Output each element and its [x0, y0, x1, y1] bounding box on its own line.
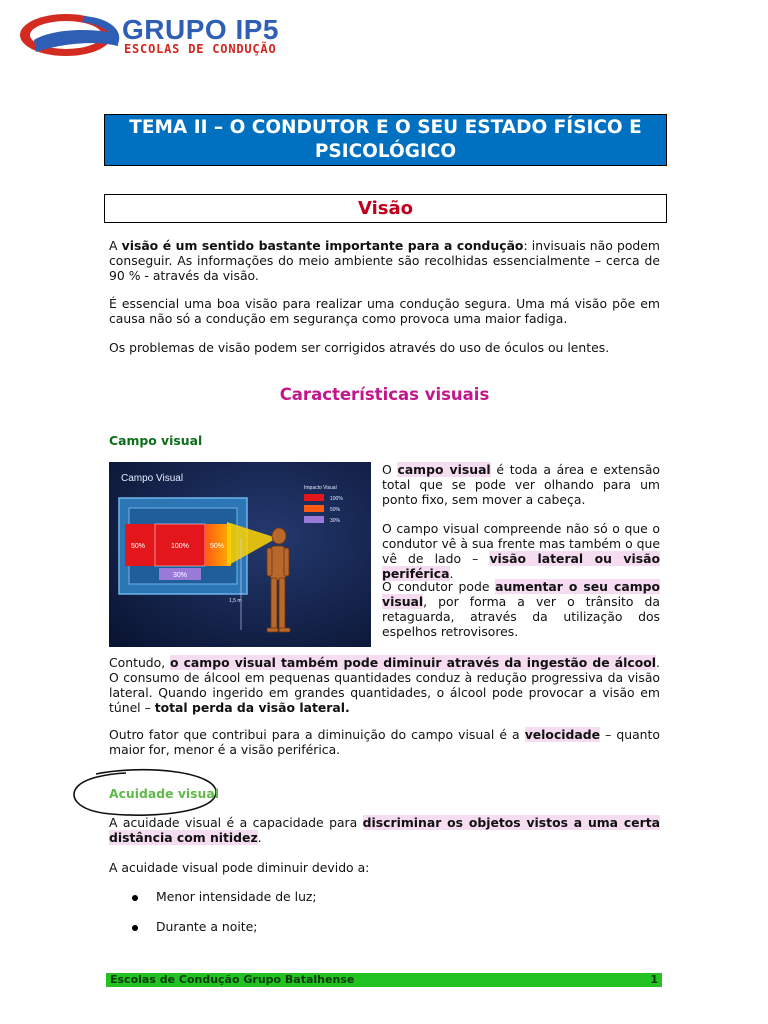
- theme-title-line1: TEMA II – O CONDUTOR E O SEU ESTADO FÍSICO E: [129, 117, 642, 138]
- text: A acuidade visual é a capacidade para: [109, 815, 363, 830]
- figure-graphic: [109, 462, 371, 647]
- campo-visual-espelhos: [382, 579, 660, 639]
- zone-bottom-label: 30%: [173, 572, 188, 579]
- acuidade-definition: [109, 815, 660, 845]
- campo-visual-definition: [382, 462, 660, 507]
- text: , por forma a ver o trânsito da retaguarda, através da utilização dos espelhos retrovisores.: [382, 594, 660, 639]
- text: O: [382, 462, 398, 477]
- emphasis: visão é um sentido bastante importante para a condução: [121, 238, 524, 253]
- legend-label: 50%: [330, 507, 341, 513]
- text: – quanto maior for, menor é a visão periférica.: [109, 727, 660, 757]
- emphasis: campo visual: [397, 462, 491, 477]
- characteristics-heading: Características visuais: [279, 385, 490, 404]
- text: .: [257, 830, 262, 845]
- text: é toda a área e extensão total que se pode ver olhando para um ponto fixo, sem mover a cabeça.: [382, 462, 660, 507]
- intro-paragraph-2: É essencial uma boa visão para realizar uma condução segura. Uma má visão põe em causa não só a condução em segurança como provoca uma maior fadiga.: [109, 296, 660, 326]
- legend-swatch: [304, 494, 324, 501]
- section-heading: Visão: [357, 198, 413, 219]
- list-item-text: Durante a noite;: [156, 919, 258, 934]
- footer-text: Escolas de Condução Grupo Batalhense: [110, 973, 355, 986]
- list-item: [132, 889, 317, 904]
- acuidade-visual-subtitle: Acuidade visual: [109, 786, 219, 801]
- campo-visual-subtitle: Campo visual: [109, 433, 203, 448]
- page-footer: [106, 973, 662, 987]
- intro-paragraph-1: [109, 238, 660, 283]
- theme-title-line2: PSICOLÓGICO: [314, 141, 457, 162]
- legend-swatch: [304, 516, 324, 523]
- emphasis: o campo visual também pode diminuir através da ingestão de álcool: [169, 655, 657, 670]
- figure-title: Campo Visual: [121, 473, 184, 484]
- page-number: 1: [650, 973, 658, 986]
- emphasis: total perda da visão lateral.: [154, 700, 350, 715]
- text: .: [449, 566, 454, 581]
- emphasis: aumentar o seu campo visual: [382, 579, 660, 609]
- emphasis: visão lateral ou visão periférica: [382, 551, 660, 581]
- theme-title: [105, 116, 665, 164]
- bullet-icon: [132, 895, 138, 901]
- height-label: 1,5 m: [229, 598, 242, 604]
- legend-label: 100%: [330, 496, 343, 502]
- zone-right-label: 50%: [210, 543, 225, 550]
- intro-paragraph-3: Os problemas de visão podem ser corrigidos através do uso de óculos ou lentes.: [109, 340, 610, 355]
- text: A: [109, 238, 122, 253]
- campo-visual-lateral: [382, 521, 660, 581]
- logo-title: GRUPO IP5: [122, 14, 279, 45]
- text: . O consumo de álcool em pequenas quantidades conduz à redução progressiva da visão lateral. Quando ingerido em grandes quantidades, o álcool pode provocar a visão em túnel –: [109, 655, 660, 715]
- emphasis: velocidade: [524, 727, 601, 742]
- zone-center-label: 100%: [171, 543, 189, 550]
- legend-title: Impacto Visual: [304, 485, 337, 491]
- legend-swatch: [304, 505, 324, 512]
- text: Outro fator que contribui para a diminuição do campo visual é a: [109, 727, 525, 742]
- text: O campo visual compreende não só o que o condutor vê à sua frente mas também o que vê de lado –: [382, 521, 660, 566]
- acuidade-intro: A acuidade visual pode diminuir devido a:: [109, 860, 370, 875]
- legend-label: 30%: [330, 518, 341, 524]
- emphasis: discriminar os objetos vistos a uma certa distância com nitidez: [109, 815, 660, 845]
- bullet-icon: [132, 925, 138, 931]
- zone-left-label: 50%: [131, 543, 146, 550]
- logo-subtitle: ESCOLAS DE CONDUÇÃO: [124, 42, 277, 56]
- velocidade-paragraph: [109, 727, 660, 757]
- theme-title-banner: [104, 114, 667, 166]
- section-heading-box: [104, 194, 667, 223]
- text: : invisuais não podem conseguir. As informações do meio ambiente são recolhidas essencialmente – cerca de 90 % - através da visão.: [109, 238, 660, 283]
- alcool-paragraph: [109, 655, 660, 715]
- list-item: [132, 919, 257, 934]
- text: O condutor pode: [382, 579, 496, 594]
- text: Contudo,: [109, 655, 170, 670]
- campo-visual-figure: [109, 462, 371, 647]
- list-item-text: Menor intensidade de luz;: [156, 889, 317, 904]
